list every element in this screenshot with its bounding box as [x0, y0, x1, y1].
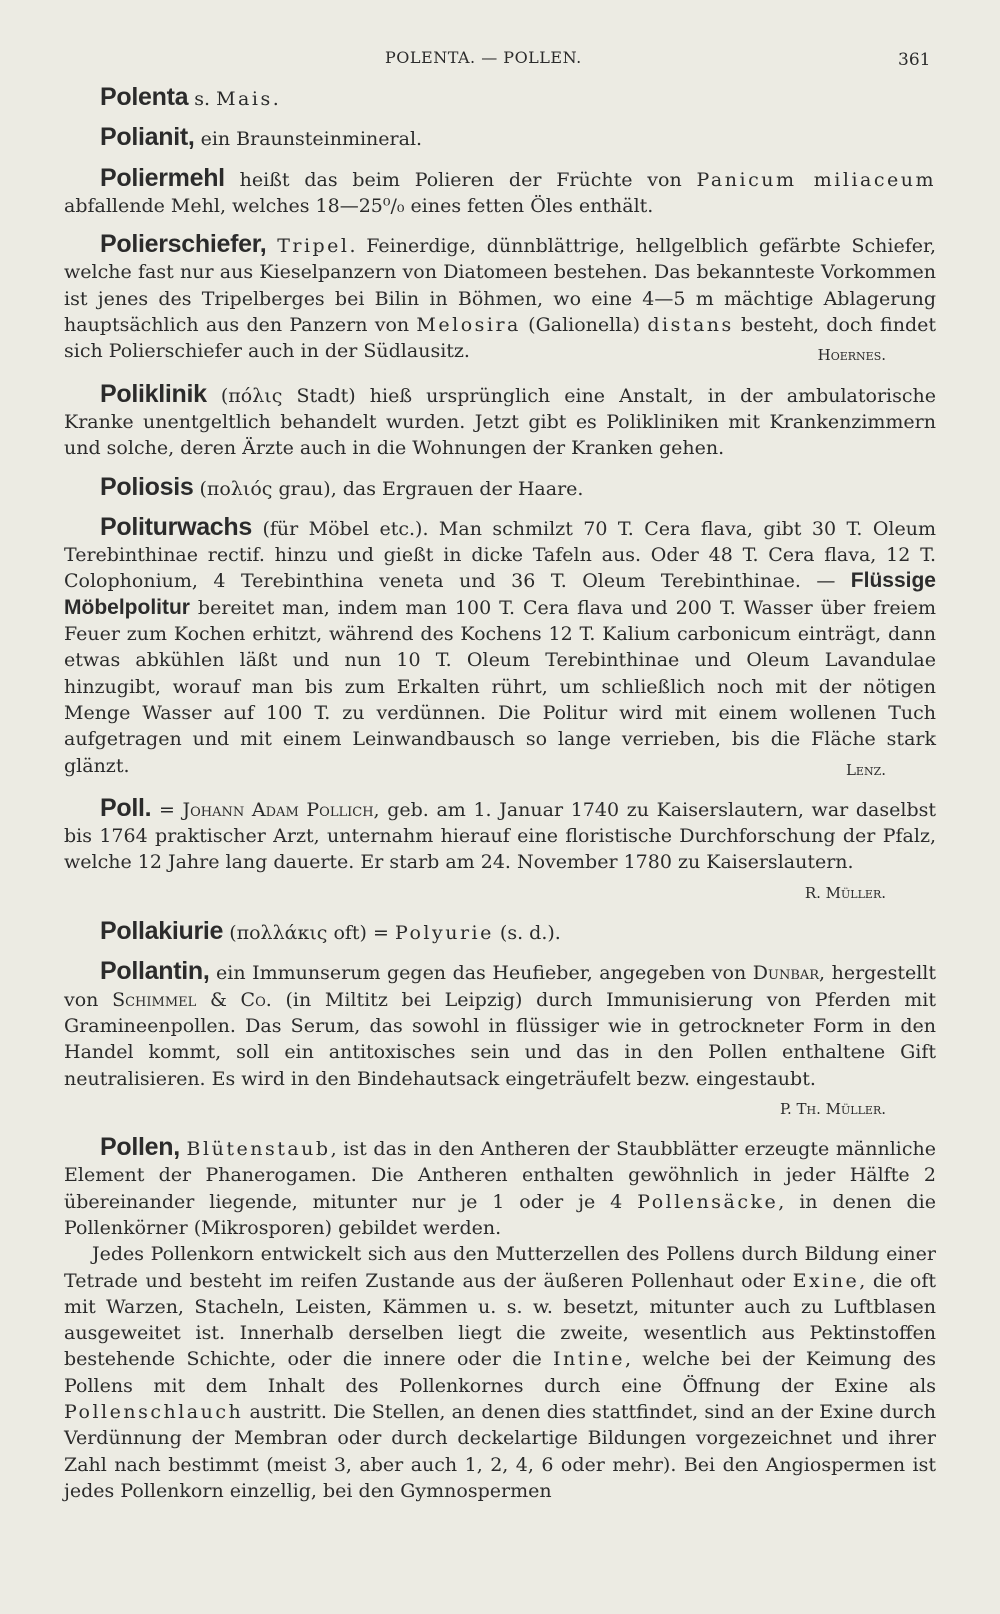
entry-poliosis: Poliosis (πολιός grau), das Ergrauen der Haare.: [100, 472, 584, 501]
entry-polierschiefer: Polierschiefer, Tripel. Feinerdige, dünnblättrige, hellgelblich gefärbte Schiefer, welche fast nur aus Kieselpanzern von Diatomeen bestehen. Das bekannteste Vorkommen ist jenes des Tripelberges bei Bilin in Böhmen, wo eine 4—5 m mächtige Ablagerung hauptsächlich aus den Panzern von Melosira (Galionella) distans besteht, doch findet sich Polierschiefer auch in der Südlausitz. Hoernes.: [64, 231, 936, 368]
entry-polenta: Polenta s. Mais.: [100, 83, 279, 111]
inline-headword: Flüssige Möbelpolitur: [64, 569, 936, 619]
headword: Pollakiurie: [100, 917, 224, 946]
headword: Polenta: [100, 83, 189, 111]
page-number: 361: [898, 50, 931, 70]
entry-pollen: Pollen, Blütenstaub, ist das in den Antheren der Staubblätter erzeugte männliche Element der Phanerogamen. Die Antheren enthalten gewöhnlich in jeder Hälfte 2 übereinander liegende, mitunter nur je 1 oder je 4 Pollensäcke, in denen die Pollenkörner (Mikrosporen) gebildet werden. Jedes Pollenkorn entwickelt sich aus den Mutterzellen des Pollens durch Bildung einer Tetrade und besteht im reifen Zustande aus der äußeren Pollenhaut oder Exine, die oft mit Warzen, Stacheln, Leisten, Kämmen u. s. w. besetzt, mitunter auch zu Luftblasen ausgeweitet ist. Innerhalb derselben liegt die zweite, wesentlich aus Pektinstoffen bestehende Schichte, oder die innere oder die Intine, welche bei der Keimung des Pollens mit dem Inhalt des Pollenkornes durch eine Öffnung der Exine als Pollenschlauch austritt. Die Stellen, an denen dies stattfindet, sind an der Exine durch Verdünnung der Membran oder durch deckelartige Bildungen vorgezeichnet und ihrer Zahl nach bestimmt (meist 3, aber auch 1, 2, 4, 6 oder mehr). Bei den Angiospermen ist jedes Pollenkorn einzellig, bei den Gymnospermen: [64, 1133, 937, 1502]
author-signature: Lenz.: [845, 760, 886, 779]
page-header: [0, 48, 1000, 74]
entry-polianit: Polianit, ein Braunsteinmineral.: [100, 123, 423, 152]
entry-poliermehl: Poliermehl heißt das beim Polieren der Früchte von Panicum miliaceum abfallende Mehl, welches 18—25⁰/₀ eines fetten Öles enthält.: [64, 163, 936, 217]
page-body: [64, 84, 936, 1516]
entry-pollantin: Pollantin, ein Immunserum gegen das Heufieber, angegeben von Dunbar, hergestellt von Schimmel & Co. (in Miltitz bei Leipzig) durch Immunisierung von Pferden mit Gramineenpollen. Das Serum, das sowohl in flüssiger wie in getrockneter Form in den Handel kommt, soll ein antitoxisches sein und das in den Pollen enthaltene Gift neutralisieren. Es wird in den Bindehautsack eingeträufelt bezw. eingestaubt. P. Th. Müller.: [64, 958, 936, 1122]
headword: Pollen,: [100, 1133, 180, 1162]
author-signature: Hoernes.: [817, 346, 886, 365]
entry-poliklinik: Poliklinik (πόλις Stadt) hieß ursprünglich eine Anstalt, in der ambulatorische Kranke unentgeltlich behandelt wurden. Jetzt gibt es Polikliniken mit Krankenzimmern und solche, deren Ärzte auch in die Wohnungen der Kranken gehen.: [64, 379, 936, 460]
author-signature: P. Th. Müller.: [779, 1099, 886, 1118]
headword: Poll.: [100, 793, 152, 822]
headword: Polianit,: [100, 123, 195, 152]
entry-poll: Poll. = Johann Adam Pollich, geb. am 1. Januar 1740 zu Kaiserslautern, war daselbst bis 1764 praktischer Arzt, unternahm hierauf eine floristische Durchforschung der Pfalz, welche 12 Jahre lang dauerte. Er starb am 24. November 1780 zu Kaiserslautern. R. Müller.: [64, 795, 936, 906]
running-title: POLENTA. — POLLEN.: [385, 48, 582, 67]
headword: Poliermehl: [100, 163, 225, 192]
headword: Poliosis: [100, 472, 194, 501]
headword: Politurwachs: [100, 512, 252, 541]
headword: Pollantin,: [100, 957, 210, 986]
headword: Polierschiefer,: [100, 230, 267, 259]
entry-pollakiurie: Pollakiurie (πολλάκις oft) = Polyurie (s. d.).: [100, 917, 561, 946]
author-signature: R. Müller.: [804, 883, 886, 902]
entry-politurwachs: Politurwachs (für Möbel etc.). Man schmilzt 70 T. Cera flava, gibt 30 T. Oleum Terebinthinae rectif. hinzu und gießt in dicke Tafeln aus. Oder 48 T. Cera flava, 12 T. Colophonium, 4 Terebinthina veneta und 36 T. Oleum Terebinthinae. — Flüssige Möbelpolitur bereitet man, indem man 100 T. Cera flava und 200 T. Wasser über freiem Feuer zum Kochen erhitzt, während des Kochens 12 T. Kalium carbonicum einträgt, dann etwas abkühlen läßt und nun 10 T. Oleum Terebinthinae und Oleum Lavandulae hinzugibt, worauf man bis zum Erkalten rührt, um schließlich noch mit der nötigen Menge Wasser auf 100 T. zu verdünnen. Die Politur wird mit einem wollenen Tuch aufgetragen und mit einem Leinwandbausch so lange verrieben, bis die Fläche stark glänzt. Lenz.: [64, 514, 936, 783]
headword: Poliklinik: [100, 379, 207, 408]
